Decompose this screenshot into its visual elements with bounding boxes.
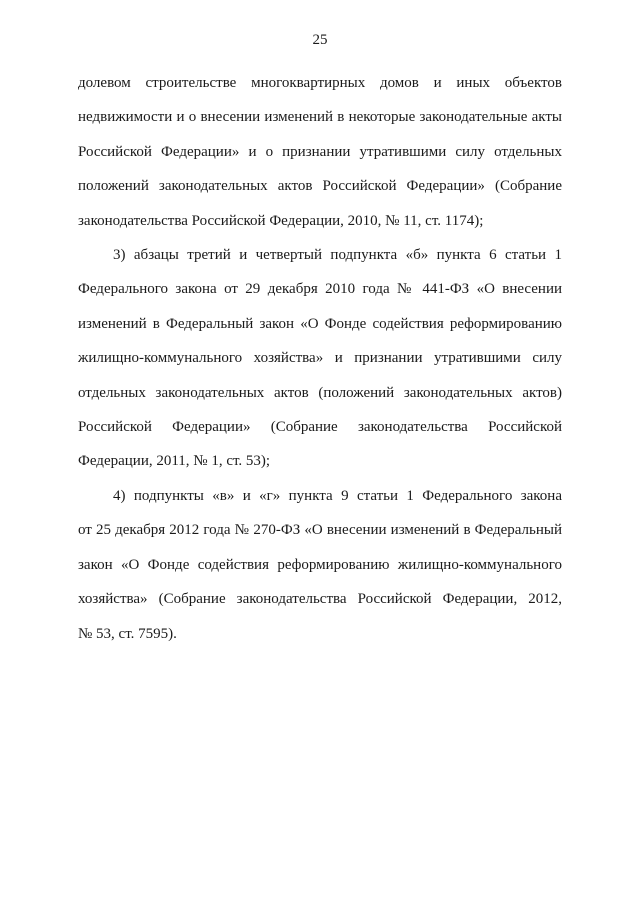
text-line: Российской Федерации» и о признании утратившими силу отдельных [78, 143, 562, 160]
document-body [78, 66, 562, 651]
text-line: Российской Федерации» (Собрание законодательства Российской [78, 419, 562, 436]
text-line: изменений в Федеральный закон «О Фонде содействия реформированию [78, 315, 562, 332]
paragraph [78, 66, 562, 238]
text-line: Федерации, 2011, № 1, ст. 53); [78, 453, 271, 470]
text-line: 4) подпункты «в» и «г» пункта 9 статьи 1 Федерального закона [113, 487, 562, 504]
text-line: закон «О Фонде содействия реформированию жилищно-коммунального [78, 556, 562, 573]
paragraph [78, 479, 562, 651]
text-line: положений законодательных актов Российской Федерации» (Собрание [78, 178, 562, 195]
text-line: Федерального закона от 29 декабря 2010 года № 441-ФЗ «О внесении [78, 281, 562, 298]
text-line: хозяйства» (Собрание законодательства Российской Федерации, 2012, [78, 591, 562, 608]
text-line: долевом строительстве многоквартирных домов и иных объектов [78, 75, 562, 91]
text-line: отдельных законодательных актов (положений законодательных актов) [78, 384, 562, 401]
text-line: № 53, ст. 7595). [78, 625, 177, 642]
page-number: 25 [312, 32, 328, 48]
text-line: от 25 декабря 2012 года № 270-ФЗ «О внесении изменений в Федеральный [78, 522, 562, 539]
text-line: 3) абзацы третий и четвертый подпункта «б» пункта 6 статьи 1 [113, 247, 562, 264]
text-line: недвижимости и о внесении изменений в некоторые законодательные акты [78, 109, 562, 126]
text-line: жилищно-коммунального хозяйства» и признании утратившими силу [78, 350, 562, 367]
paragraph [78, 238, 562, 479]
text-line: законодательства Российской Федерации, 2010, № 11, ст. 1174); [78, 212, 484, 229]
